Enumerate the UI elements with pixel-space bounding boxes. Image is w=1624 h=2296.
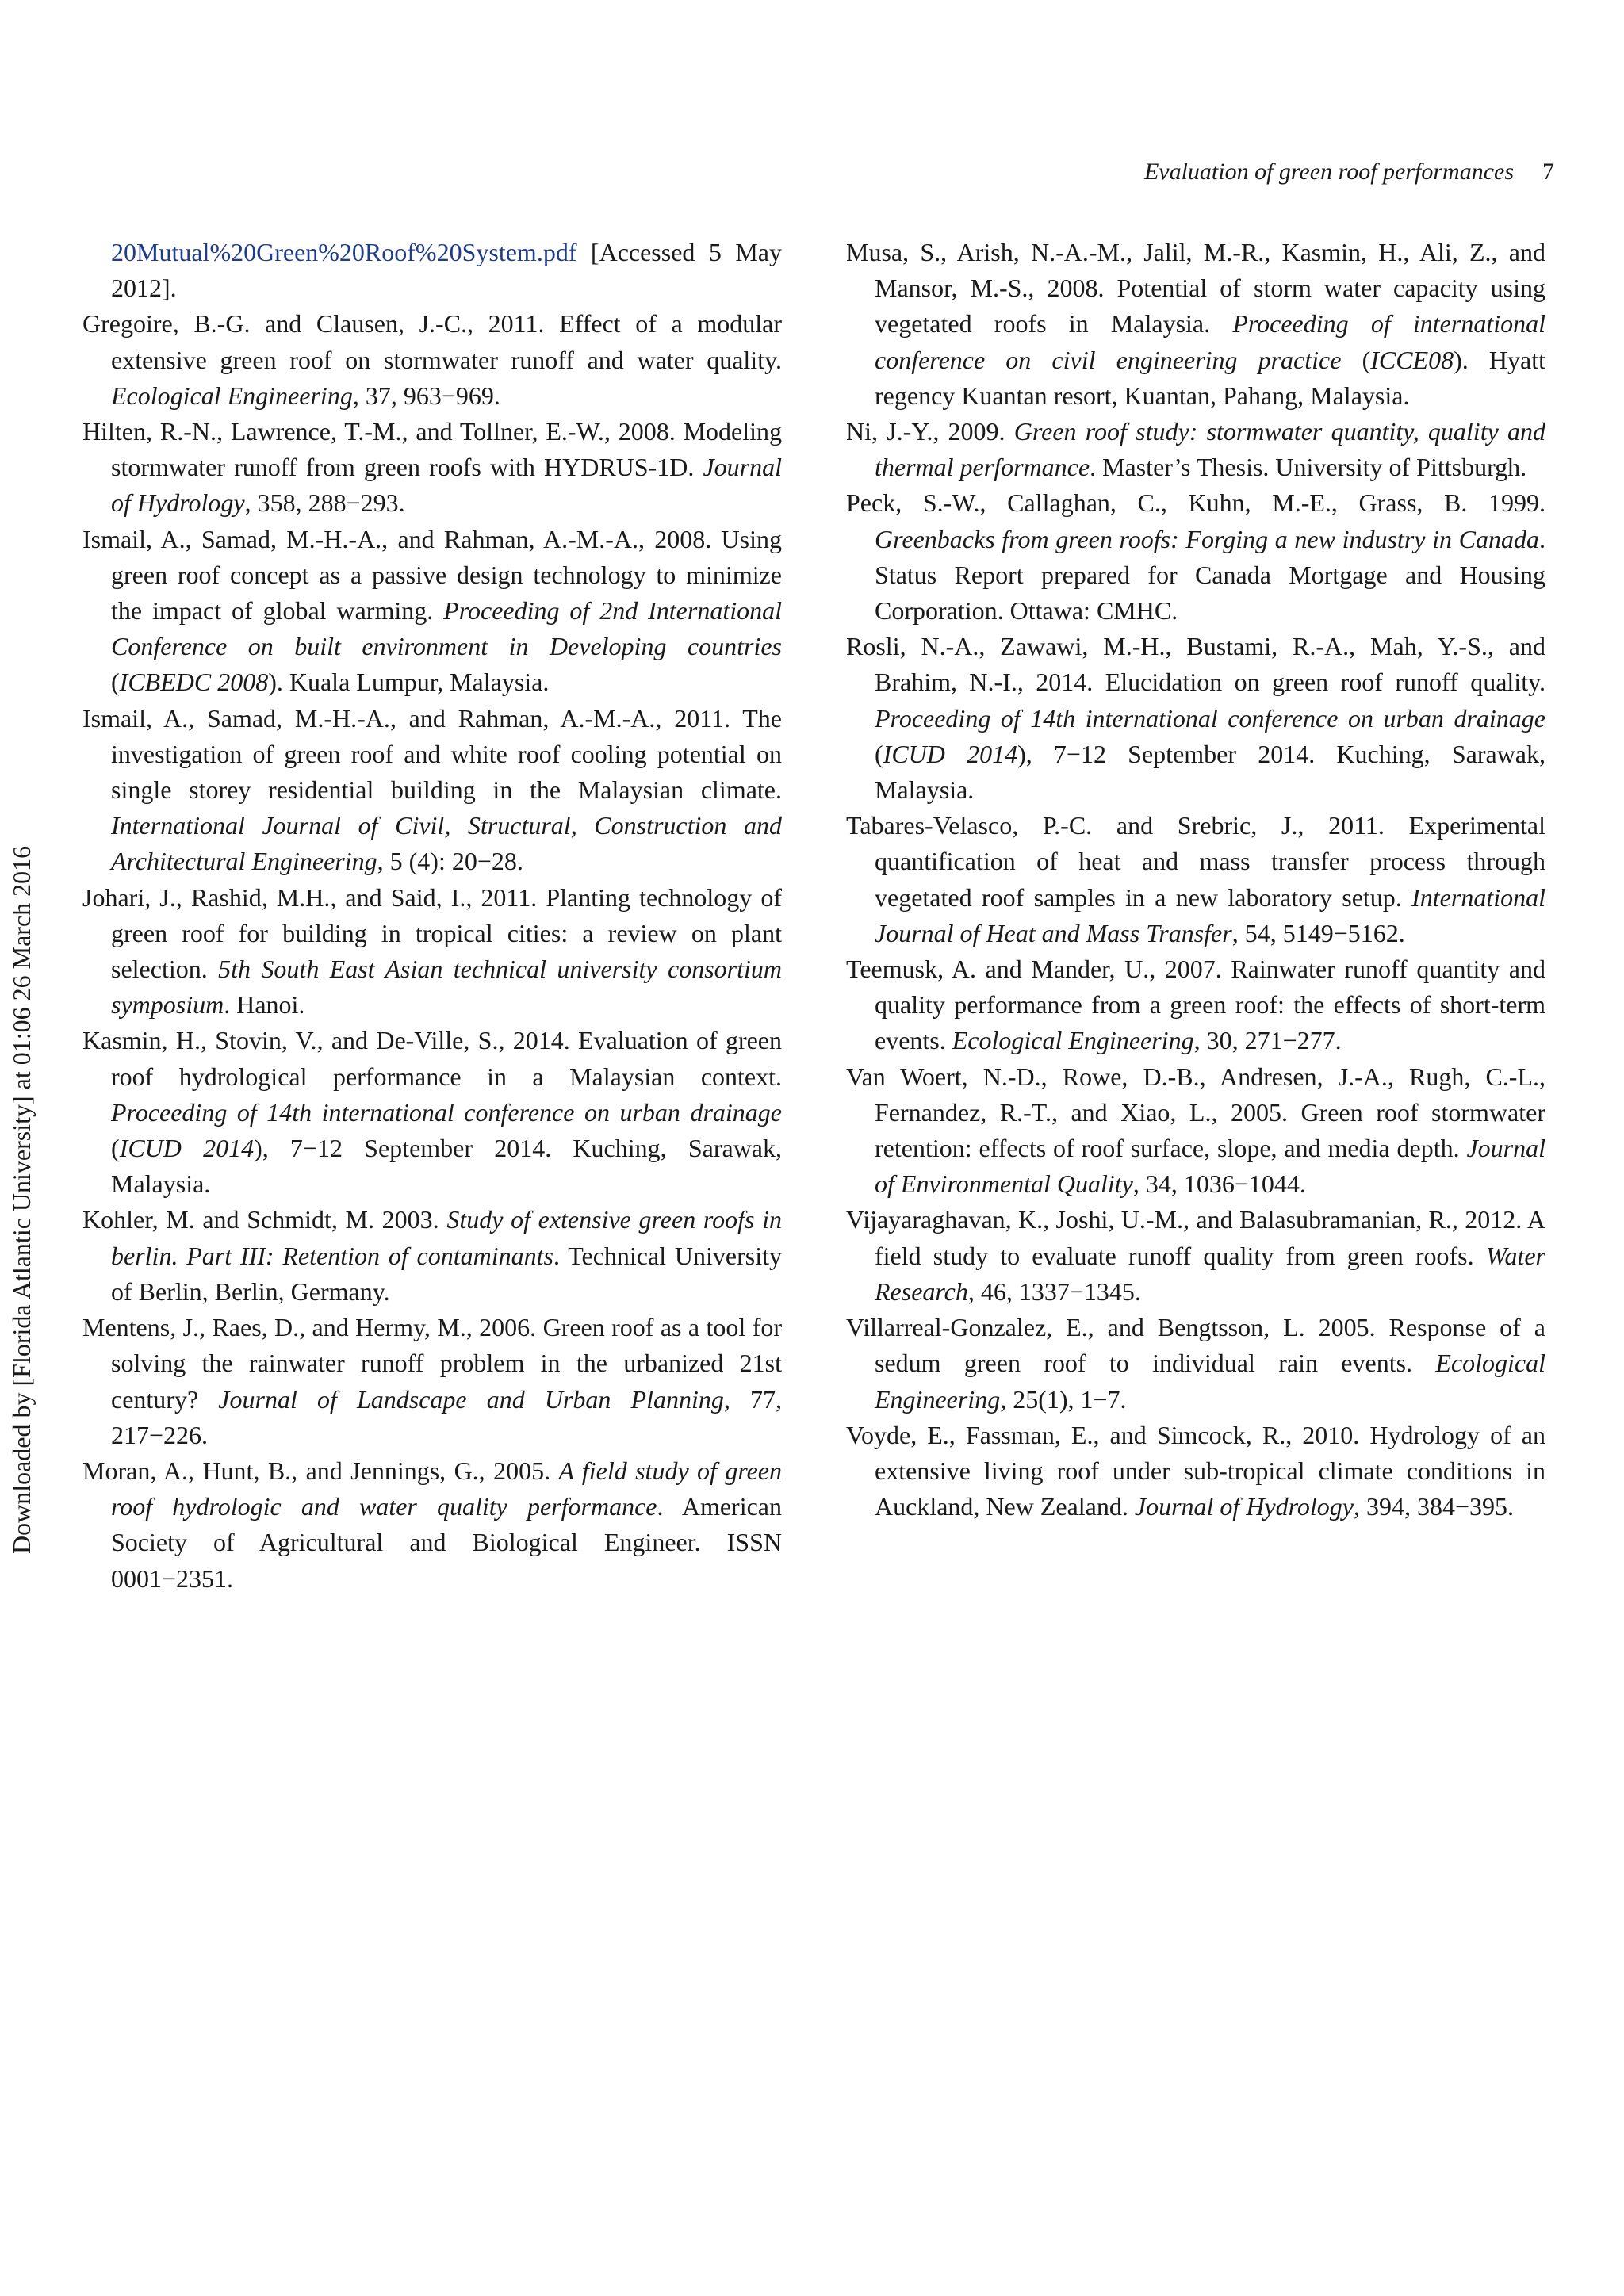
reference-text: , 30, 271−277. (1193, 1026, 1342, 1055)
running-head (833, 159, 1554, 186)
reference-text: , 54, 5149−5162. (1231, 918, 1405, 947)
reference-text: Van Woert, N.-D., Rowe, D.-B., Andresen, J.-A., Rugh, C.-L., Fernandez, R.-T., and Xiao, L., 2005. Green roof stormwater retention: effects of roof surface, slope, and media depth. (846, 1062, 1545, 1163)
reference-text: ( (111, 668, 120, 697)
reference-text: ), 7−12 September 2014. Kuching, Sarawak, Malaysia. (111, 1134, 783, 1199)
reference-text: , 34, 1036−1044. (1132, 1169, 1306, 1199)
reference-entry (846, 414, 1545, 485)
reference-text: , 46, 1337−1345. (967, 1276, 1141, 1306)
reference-text: . Status Report prepared for Canada Mortgage and Housing Corporation. Ottawa: CMHC. (875, 524, 1545, 626)
reference-url-link[interactable]: 20Mutual%20Green%20Roof%20System.pdf (111, 238, 577, 266)
reference-text: Musa, S., Arish, N.-A.-M., Jalil, M.-R., Kasmin, H., Ali, Z., and Mansor, M.-S., 2008. Potential of storm water capacity using vegetated roofs in Malaysia. (846, 238, 1545, 339)
reference-text: ), 7−12 September 2014. Kuching, Sarawak, Malaysia. (875, 739, 1546, 805)
reference-entry (82, 1202, 782, 1310)
reference-source-title: Ecological Engineering (952, 1026, 1194, 1055)
reference-text: Ismail, A., Samad, M.-H.-A., and Rahman, A.-M.-A., 2011. The investigation of green roof and white roof cooling potential on single storey residential building in the Malaysian climate. (82, 703, 782, 805)
reference-entry (82, 1453, 782, 1597)
reference-text: ( (111, 1134, 120, 1163)
reference-text: , 358, 288−293. (244, 488, 405, 518)
reference-entry (846, 1310, 1545, 1418)
reference-entry (846, 1059, 1545, 1203)
reference-text: , 37, 963−969. (352, 381, 500, 410)
reference-source-title: Greenbacks from green roofs: Forging a new industry in Canada (875, 524, 1539, 553)
reference-text: Vijayaraghavan, K., Joshi, U.-M., and Balasubramanian, R., 2012. A field study to evaluate runoff quality from green roofs. (846, 1205, 1545, 1270)
reference-text: Villarreal-Gonzalez, E., and Bengtsson, L. 2005. Response of a sedum green roof to individual rain events. (846, 1313, 1545, 1378)
reference-text: , 394, 384−395. (1353, 1492, 1515, 1521)
reference-text: Ni, J.-Y., 2009. (846, 417, 1014, 446)
reference-text: ). Kuala Lumpur, Malaysia. (268, 668, 550, 697)
reference-source-title: Proceeding of international conference on civil engineering practice (875, 309, 1546, 374)
reference-source-title: Ecological Engineering (111, 381, 353, 410)
reference-text: Mentens, J., Raes, D., and Hermy, M., 2006. Green roof as a tool for solving the rainwater runoff problem in the urbanized 21st century? (82, 1313, 782, 1414)
reference-entry (846, 951, 1545, 1059)
reference-text: , 77, 217−226. (111, 1384, 783, 1449)
reference-source-title: Proceeding of 14th international conference on urban drainage (111, 1097, 782, 1127)
reference-source-title: ICUD 2014 (883, 739, 1018, 768)
reference-text: Kasmin, H., Stovin, V., and De-Ville, S., 2014. Evaluation of green roof hydrological performance in a Malaysian context. (82, 1026, 782, 1091)
reference-entry (82, 880, 782, 1024)
reference-text: Voyde, E., Fassman, E., and Simcock, R., 2010. Hydrology of an extensive living roof under sub-tropical climate conditions in Auckland, New Zealand. (846, 1420, 1545, 1521)
reference-entry (846, 629, 1545, 808)
reference-source-title: Water Research (875, 1241, 1545, 1306)
reference-source-title: ICBEDC 2008 (119, 668, 269, 697)
reference-text: , 5 (4): 20−28. (377, 847, 523, 876)
reference-source-title: ICCE08 (1370, 345, 1454, 374)
reference-text: Peck, S.-W., Callaghan, C., Kuhn, M.-E., Grass, B. 1999. (846, 488, 1545, 518)
reference-text: ). Hyatt regency Kuantan resort, Kuantan, Pahang, Malaysia. (875, 345, 1546, 410)
reference-entry (82, 701, 782, 880)
page-number: 7 (1542, 159, 1554, 185)
reference-entry (846, 1418, 1545, 1525)
reference-source-title: Journal of Hydrology (1134, 1492, 1354, 1521)
reference-text: Johari, J., Rashid, M.H., and Said, I., 2011. Planting technology of green roof for building in tropical cities: a review on plant selection. (82, 882, 782, 984)
reference-column-left (82, 235, 782, 1597)
reference-entry (82, 1310, 782, 1453)
reference-text: . Technical University of Berlin, Berlin, Germany. (111, 1241, 783, 1306)
reference-entry (82, 522, 782, 701)
reference-text: Hilten, R.-N., Lawrence, T.-M., and Tollner, E.-W., 2008. Modeling stormwater runoff from green roofs with HYDRUS-1D. (82, 417, 782, 482)
reference-entry (82, 235, 782, 306)
running-head-title: Evaluation of green roof performances (1143, 159, 1514, 185)
reference-text: . Master’s Thesis. University of Pittsburgh. (1090, 453, 1527, 482)
reference-text: ( (1341, 345, 1371, 374)
reference-source-title: Journal of Landscape and Urban Planning (218, 1384, 724, 1414)
reference-text: . Hanoi. (224, 990, 305, 1020)
reference-source-title: Proceeding of 14th international conference on urban drainage (875, 703, 1545, 733)
reference-source-title: Green roof study: stormwater quantity, quality and thermal performance (875, 417, 1546, 482)
reference-source-title: 5th South East Asian technical university consortium symposium (111, 955, 783, 1020)
reference-text: [Accessed 5 May 2012]. (111, 238, 782, 303)
reference-source-title: International Journal of Heat and Mass Transfer (875, 882, 1545, 947)
reference-text: Gregoire, B.-G. and Clausen, J.-C., 2011. Effect of a modular extensive green roof on stormwater runoff and water quality. (82, 309, 782, 374)
reference-entry (846, 1202, 1545, 1310)
reference-source-title: Ecological Engineering (875, 1349, 1545, 1414)
reference-source-title: A field study of green roof hydrologic and water quality performance (111, 1456, 782, 1521)
reference-text: Moran, A., Hunt, B., and Jennings, G., 2005. (82, 1456, 559, 1485)
reference-text: Tabares-Velasco, P.-C. and Srebric, J., 2011. Experimental quantification of heat and mass transfer process through vegetated roof samples in a new laboratory setup. (846, 811, 1545, 912)
reference-source-title: Journal of Environmental Quality (875, 1134, 1545, 1199)
reference-text: Rosli, N.-A., Zawawi, M.-H., Bustami, R.-A., Mah, Y.-S., and Brahim, N.-I., 2014. Elucidation on green roof runoff quality. (846, 632, 1545, 697)
reference-entry (846, 485, 1545, 629)
reference-source-title: Study of extensive green roofs in berlin. Part III: Retention of contaminants (111, 1205, 783, 1270)
reference-source-title: International Journal of Civil, Structural, Construction and Architectural Engineering (111, 811, 782, 876)
reference-entry (82, 414, 782, 522)
reference-text: Ismail, A., Samad, M.-H.-A., and Rahman, A.-M.-A., 2008. Using green roof concept as a passive design technology to minimize the impact of global warming. (82, 524, 782, 626)
reference-source-title: Proceeding of 2nd International Conference on built environment in Developing countries (111, 596, 783, 661)
reference-entry (846, 808, 1545, 951)
reference-entry (82, 1023, 782, 1202)
reference-column-right (846, 235, 1545, 1525)
reference-text: ( (875, 739, 883, 768)
reference-entry (82, 306, 782, 414)
reference-entry (846, 235, 1545, 414)
reference-text: . American Society of Agricultural and Biological Engineer. ISSN 0001−2351. (111, 1492, 783, 1593)
reference-text: , 25(1), 1−7. (1000, 1384, 1127, 1414)
reference-text: Kohler, M. and Schmidt, M. 2003. (82, 1205, 447, 1234)
reference-text: Teemusk, A. and Mander, U., 2007. Rainwater runoff quantity and quality performance from a green roof: the effects of short-term events. (846, 955, 1545, 1055)
reference-source-title: Journal of Hydrology (111, 453, 782, 518)
download-notice: Downloaded by [Florida Atlantic University] at 01:06 26 March 2016 (7, 845, 36, 1554)
reference-source-title: ICUD 2014 (119, 1134, 255, 1163)
